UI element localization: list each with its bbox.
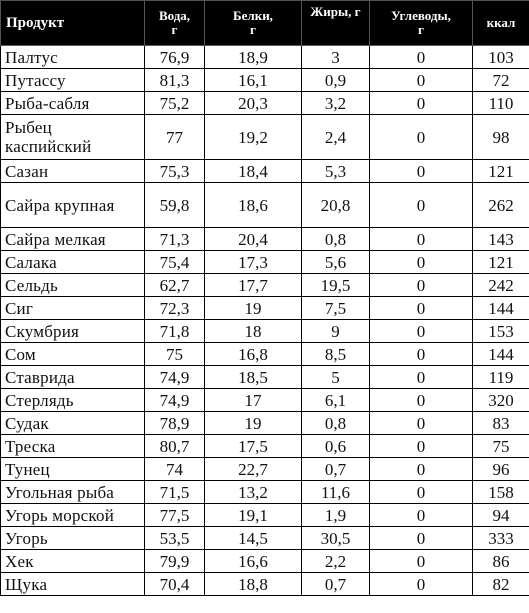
cell-kcal: 72 bbox=[473, 69, 529, 92]
cell-product: Сайра крупная bbox=[1, 183, 145, 228]
cell-protein: 13,2 bbox=[205, 481, 302, 504]
cell-water: 75 bbox=[145, 343, 205, 366]
cell-water: 72,3 bbox=[145, 297, 205, 320]
cell-product: Судак bbox=[1, 412, 145, 435]
cell-product: Путассу bbox=[1, 69, 145, 92]
cell-water: 53,5 bbox=[145, 527, 205, 550]
table-row bbox=[1, 183, 529, 228]
cell-product: Тунец bbox=[1, 458, 145, 481]
cell-carbs: 0 bbox=[370, 412, 473, 435]
cell-water: 62,7 bbox=[145, 274, 205, 297]
table-row bbox=[1, 435, 529, 458]
cell-carbs: 0 bbox=[370, 366, 473, 389]
cell-water: 79,9 bbox=[145, 550, 205, 573]
header-carbs-line1: Углеводы, bbox=[391, 8, 451, 23]
cell-carbs: 0 bbox=[370, 297, 473, 320]
cell-product: Палтус bbox=[1, 46, 145, 69]
cell-fat: 5,3 bbox=[302, 160, 370, 183]
cell-carbs: 0 bbox=[370, 251, 473, 274]
cell-protein: 17,5 bbox=[205, 435, 302, 458]
table-body bbox=[1, 46, 529, 596]
cell-product: Угольная рыба bbox=[1, 481, 145, 504]
cell-carbs: 0 bbox=[370, 160, 473, 183]
cell-carbs: 0 bbox=[370, 389, 473, 412]
header-carbs-line2: г bbox=[418, 22, 424, 37]
cell-kcal: 83 bbox=[473, 412, 529, 435]
cell-water: 59,8 bbox=[145, 183, 205, 228]
cell-protein: 19,2 bbox=[205, 115, 302, 160]
cell-kcal: 333 bbox=[473, 527, 529, 550]
cell-carbs: 0 bbox=[370, 115, 473, 160]
cell-protein: 18,4 bbox=[205, 160, 302, 183]
cell-carbs: 0 bbox=[370, 435, 473, 458]
cell-kcal: 242 bbox=[473, 274, 529, 297]
cell-protein: 19,1 bbox=[205, 504, 302, 527]
cell-protein: 16,8 bbox=[205, 343, 302, 366]
cell-kcal: 119 bbox=[473, 366, 529, 389]
cell-fat: 0,7 bbox=[302, 573, 370, 596]
cell-protein: 20,3 bbox=[205, 92, 302, 115]
cell-fat: 1,9 bbox=[302, 504, 370, 527]
cell-kcal: 75 bbox=[473, 435, 529, 458]
cell-water: 75,2 bbox=[145, 92, 205, 115]
header-protein-line1: Белки, bbox=[233, 8, 273, 23]
cell-protein: 18,5 bbox=[205, 366, 302, 389]
cell-water: 74,9 bbox=[145, 389, 205, 412]
cell-protein: 22,7 bbox=[205, 458, 302, 481]
cell-fat: 3,2 bbox=[302, 92, 370, 115]
cell-water: 74,9 bbox=[145, 366, 205, 389]
cell-kcal: 153 bbox=[473, 320, 529, 343]
table-row bbox=[1, 228, 529, 251]
cell-water: 80,7 bbox=[145, 435, 205, 458]
cell-carbs: 0 bbox=[370, 527, 473, 550]
cell-water: 75,3 bbox=[145, 160, 205, 183]
cell-fat: 0,8 bbox=[302, 228, 370, 251]
cell-fat: 5 bbox=[302, 366, 370, 389]
cell-carbs: 0 bbox=[370, 573, 473, 596]
table-row bbox=[1, 527, 529, 550]
cell-product: Ставрида bbox=[1, 366, 145, 389]
cell-protein: 18,9 bbox=[205, 46, 302, 69]
cell-kcal: 110 bbox=[473, 92, 529, 115]
cell-kcal: 121 bbox=[473, 251, 529, 274]
header-water bbox=[145, 1, 205, 46]
cell-fat: 7,5 bbox=[302, 297, 370, 320]
cell-product: Салака bbox=[1, 251, 145, 274]
header-protein-line2: г bbox=[250, 22, 256, 37]
cell-water: 75,4 bbox=[145, 251, 205, 274]
cell-protein: 19 bbox=[205, 297, 302, 320]
table-row bbox=[1, 297, 529, 320]
table-row bbox=[1, 92, 529, 115]
cell-fat: 6,1 bbox=[302, 389, 370, 412]
cell-carbs: 0 bbox=[370, 343, 473, 366]
cell-fat: 20,8 bbox=[302, 183, 370, 228]
cell-carbs: 0 bbox=[370, 69, 473, 92]
cell-protein: 20,4 bbox=[205, 228, 302, 251]
cell-carbs: 0 bbox=[370, 458, 473, 481]
table-row bbox=[1, 115, 529, 160]
cell-fat: 3 bbox=[302, 46, 370, 69]
cell-water: 76,9 bbox=[145, 46, 205, 69]
table-row bbox=[1, 504, 529, 527]
table-row bbox=[1, 366, 529, 389]
cell-product: Сом bbox=[1, 343, 145, 366]
cell-carbs: 0 bbox=[370, 46, 473, 69]
cell-product: Скумбрия bbox=[1, 320, 145, 343]
cell-protein: 17 bbox=[205, 389, 302, 412]
cell-product: Сайра мелкая bbox=[1, 228, 145, 251]
cell-carbs: 0 bbox=[370, 274, 473, 297]
table-row bbox=[1, 481, 529, 504]
cell-carbs: 0 bbox=[370, 504, 473, 527]
cell-protein: 16,6 bbox=[205, 550, 302, 573]
table-row bbox=[1, 46, 529, 69]
table-row bbox=[1, 343, 529, 366]
cell-water: 70,4 bbox=[145, 573, 205, 596]
table-row bbox=[1, 274, 529, 297]
cell-product: Щука bbox=[1, 573, 145, 596]
cell-kcal: 320 bbox=[473, 389, 529, 412]
header-protein bbox=[205, 1, 302, 46]
cell-water: 78,9 bbox=[145, 412, 205, 435]
cell-protein: 19 bbox=[205, 412, 302, 435]
cell-water: 71,3 bbox=[145, 228, 205, 251]
cell-water: 71,5 bbox=[145, 481, 205, 504]
cell-kcal: 94 bbox=[473, 504, 529, 527]
cell-kcal: 144 bbox=[473, 297, 529, 320]
table-row bbox=[1, 320, 529, 343]
cell-protein: 18,6 bbox=[205, 183, 302, 228]
cell-carbs: 0 bbox=[370, 92, 473, 115]
table-row bbox=[1, 550, 529, 573]
cell-water: 77,5 bbox=[145, 504, 205, 527]
cell-kcal: 82 bbox=[473, 573, 529, 596]
cell-product: Стерлядь bbox=[1, 389, 145, 412]
cell-fat: 0,6 bbox=[302, 435, 370, 458]
table-row bbox=[1, 389, 529, 412]
cell-fat: 0,8 bbox=[302, 412, 370, 435]
cell-fat: 0,7 bbox=[302, 458, 370, 481]
cell-kcal: 86 bbox=[473, 550, 529, 573]
cell-kcal: 262 bbox=[473, 183, 529, 228]
cell-fat: 0,9 bbox=[302, 69, 370, 92]
cell-kcal: 121 bbox=[473, 160, 529, 183]
cell-water: 74 bbox=[145, 458, 205, 481]
cell-water: 71,8 bbox=[145, 320, 205, 343]
table-row bbox=[1, 458, 529, 481]
cell-product: Хек bbox=[1, 550, 145, 573]
cell-carbs: 0 bbox=[370, 228, 473, 251]
table-row bbox=[1, 412, 529, 435]
header-water-line2: г bbox=[171, 22, 178, 37]
header-kcal: ккал bbox=[473, 1, 529, 46]
cell-carbs: 0 bbox=[370, 481, 473, 504]
cell-kcal: 158 bbox=[473, 481, 529, 504]
cell-water: 77 bbox=[145, 115, 205, 160]
cell-carbs: 0 bbox=[370, 320, 473, 343]
table-row bbox=[1, 573, 529, 596]
cell-fat: 19,5 bbox=[302, 274, 370, 297]
cell-protein: 18 bbox=[205, 320, 302, 343]
cell-protein: 17,3 bbox=[205, 251, 302, 274]
header-water-line1: Вода, bbox=[158, 8, 191, 23]
table-row bbox=[1, 251, 529, 274]
cell-product: Треска bbox=[1, 435, 145, 458]
cell-protein: 14,5 bbox=[205, 527, 302, 550]
header-row bbox=[1, 1, 529, 46]
header-fat: Жиры, г bbox=[302, 1, 370, 46]
header-product: Продукт bbox=[1, 1, 145, 46]
cell-fat: 8,5 bbox=[302, 343, 370, 366]
cell-protein: 16,1 bbox=[205, 69, 302, 92]
header-carbs bbox=[370, 1, 473, 46]
cell-protein: 18,8 bbox=[205, 573, 302, 596]
cell-fat: 2,4 bbox=[302, 115, 370, 160]
cell-kcal: 143 bbox=[473, 228, 529, 251]
table-row bbox=[1, 69, 529, 92]
cell-product: Угорь морской bbox=[1, 504, 145, 527]
table-row bbox=[1, 160, 529, 183]
cell-product: Сельдь bbox=[1, 274, 145, 297]
cell-kcal: 98 bbox=[473, 115, 529, 160]
cell-kcal: 96 bbox=[473, 458, 529, 481]
cell-fat: 30,5 bbox=[302, 527, 370, 550]
cell-fat: 5,6 bbox=[302, 251, 370, 274]
cell-product: Сиг bbox=[1, 297, 145, 320]
cell-product: Рыбец каспийский bbox=[1, 115, 145, 160]
cell-carbs: 0 bbox=[370, 183, 473, 228]
cell-fat: 9 bbox=[302, 320, 370, 343]
cell-fat: 11,6 bbox=[302, 481, 370, 504]
cell-protein: 17,7 bbox=[205, 274, 302, 297]
cell-kcal: 144 bbox=[473, 343, 529, 366]
cell-kcal: 103 bbox=[473, 46, 529, 69]
cell-water: 81,3 bbox=[145, 69, 205, 92]
cell-product: Рыба-сабля bbox=[1, 92, 145, 115]
cell-carbs: 0 bbox=[370, 550, 473, 573]
cell-product: Угорь bbox=[1, 527, 145, 550]
cell-fat: 2,2 bbox=[302, 550, 370, 573]
cell-product: Сазан bbox=[1, 160, 145, 183]
